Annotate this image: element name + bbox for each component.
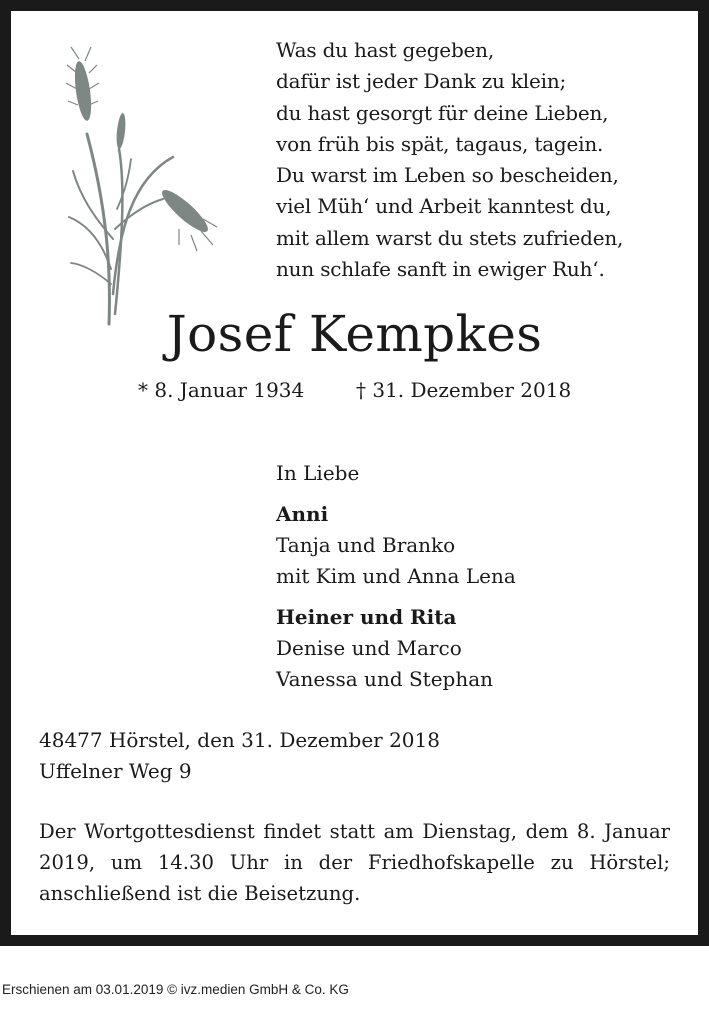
poem-line: von früh bis spät, tagaus, tagein. [276,131,604,156]
birth-date: * 8. Januar 1934 [138,378,305,402]
poem [276,35,623,285]
place-and-date: 48477 Hörstel, den 31. Dezember 2018 [39,728,440,752]
poem-line: mit allem warst du stets zufrieden, [276,225,624,250]
mourner-group-name: Anni [276,502,329,526]
mourner-line: mit Kim und Anna Lena [276,564,516,588]
publication-footer: Erschienen am 03.01.2019 © ivz.medien GmbH & Co. KG [2,982,349,997]
obituary-notice [11,11,698,935]
poem-line: Du warst im Leben so bescheiden, [276,163,619,188]
poem-line: du hast gesorgt für deine Lieben, [276,100,609,125]
poem-line: nun schlafe sanft in ewiger Ruh‘. [276,257,605,282]
deceased-name: Josef Kempkes [166,305,543,363]
address-block [39,725,440,787]
street-address: Uffelner Weg 9 [39,759,192,783]
mourner-line: Tanja und Branko [276,533,456,557]
funeral-service-info: Der Wortgottesdienst findet statt am Dienstag, dem 8. Januar 2019, um 14.30 Uhr in der Friedhofskapelle zu Hörstel; anschließend ist die Beisetzung. [39,820,670,905]
mourner-group-name: Heiner und Rita [276,605,457,629]
poem-line: viel Müh‘ und Arbeit kanntest du, [276,194,612,219]
mourner-line: Denise und Marco [276,636,462,660]
mourners-list [276,458,516,695]
wheat-ears-icon [51,39,221,339]
death-date: † 31. Dezember 2018 [356,378,572,402]
mourners-intro: In Liebe [276,461,360,485]
poem-line: dafür ist jeder Dank zu klein; [276,69,567,94]
poem-line: Was du hast gegeben, [276,38,495,62]
mourner-line: Vanessa und Stephan [276,667,494,691]
